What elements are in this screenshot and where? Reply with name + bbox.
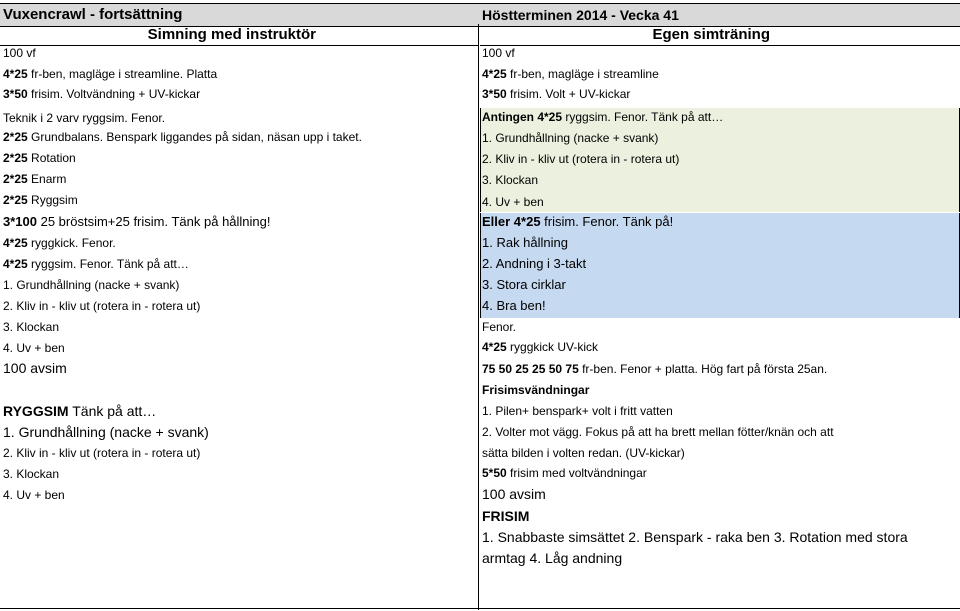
left-line-12: 1. Grundhållning (nacke + svank) xyxy=(3,278,180,292)
right-line-18: 1. Pilen+ benspark+ volt i fritt vatten xyxy=(482,404,673,418)
term-label: Höstterminen 2014 - Vecka 41 xyxy=(482,7,679,23)
column-divider xyxy=(478,24,479,610)
right-line-24: 1. Snabbaste simsättet 2. Benspark - raka ben 3. Rotation med stora xyxy=(482,529,908,545)
right-line-11: 2. Andning i 3-takt xyxy=(482,256,587,271)
left-line-11: 4*25 ryggsim. Fenor. Tänk på att… xyxy=(3,257,189,271)
right-line-5: 1. Grundhållning (nacke + svank) xyxy=(482,131,659,145)
right-line-15: 4*25 ryggkick UV-kick xyxy=(482,340,599,354)
right-line-12: 3. Stora cirklar xyxy=(482,277,566,292)
left-line-21: 4. Uv + ben xyxy=(3,488,65,502)
left-line-2: 4*25 fr-ben, magläge i streamline. Platta xyxy=(3,67,218,81)
right-heading-cell xyxy=(480,26,960,46)
left-line-9: 3*100 25 bröstsim+25 frisim. Tänk på hållning! xyxy=(3,214,271,229)
right-line-6: 2. Kliv in - kliv ut (rotera in - rotera ut) xyxy=(482,152,680,166)
left-line-15: 4. Uv + ben xyxy=(3,341,65,355)
right-heading: Egen simträning xyxy=(652,26,770,43)
right-line-8: 4. Uv + ben xyxy=(482,195,544,209)
left-line-7: 2*25 Enarm xyxy=(3,172,67,186)
bottom-border xyxy=(0,608,960,609)
right-line-9: Eller 4*25 frisim. Fenor. Tänk på! xyxy=(482,214,674,229)
right-line-10: 1. Rak hållning xyxy=(482,235,568,250)
right-line-14: Fenor. xyxy=(482,320,517,334)
sheet-title: Vuxencrawl - fortsättning xyxy=(3,6,183,23)
right-line-7: 3. Klockan xyxy=(482,173,539,187)
right-line-13: 4. Bra ben! xyxy=(482,298,546,313)
title-bar xyxy=(0,3,960,27)
right-line-4: Antingen 4*25 ryggsim. Fenor. Tänk på att… xyxy=(482,110,724,124)
right-line-20: sätta bilden i volten redan. (UV-kickar) xyxy=(482,446,685,460)
left-line-19: 2. Kliv in - kliv ut (rotera in - rotera ut) xyxy=(3,446,201,460)
right-line-19: 2. Volter mot vägg. Fokus på att ha brett mellan fötter/knän och att xyxy=(482,425,834,439)
right-line-16: 75 50 25 25 50 75 fr-ben. Fenor + platta. Hög fart på första 25an. xyxy=(482,362,828,376)
right-line-21: 5*50 frisim med voltvändningar xyxy=(482,466,647,480)
left-line-8: 2*25 Ryggsim xyxy=(3,193,78,207)
left-line-14: 3. Klockan xyxy=(3,320,60,334)
right-line-25: armtag 4. Låg andning xyxy=(482,550,623,566)
left-line-20: 3. Klockan xyxy=(3,467,60,481)
left-line-10: 4*25 ryggkick. Fenor. xyxy=(3,236,116,250)
left-line-16: 100 avsim xyxy=(3,360,67,376)
left-line-18: 1. Grundhållning (nacke + svank) xyxy=(3,424,209,440)
left-heading-cell xyxy=(0,26,478,46)
right-line-23: FRISIM xyxy=(482,508,530,524)
left-line-5: 2*25 Grundbalans. Benspark liggandes på sidan, näsan upp i taket. xyxy=(3,130,362,144)
left-line-6: 2*25 Rotation xyxy=(3,151,76,165)
right-line-2: 4*25 fr-ben, magläge i streamline xyxy=(482,67,659,81)
right-line-22: 100 avsim xyxy=(482,486,546,502)
left-line-13: 2. Kliv in - kliv ut (rotera in - rotera ut) xyxy=(3,299,201,313)
left-line-4: Teknik i 2 varv ryggsim. Fenor. xyxy=(3,111,166,125)
right-line-1: 100 vf xyxy=(482,46,515,60)
right-line-17: Frisimsvändningar xyxy=(482,383,590,397)
left-line-3: 3*50 frisim. Voltvändning + UV-kickar xyxy=(3,87,201,101)
right-line-3: 3*50 frisim. Volt + UV-kickar xyxy=(482,87,631,101)
left-line-17: RYGGSIM Tänk på att… xyxy=(3,403,157,419)
left-line-1: 100 vf xyxy=(3,46,36,60)
left-heading: Simning med instruktör xyxy=(147,26,316,43)
